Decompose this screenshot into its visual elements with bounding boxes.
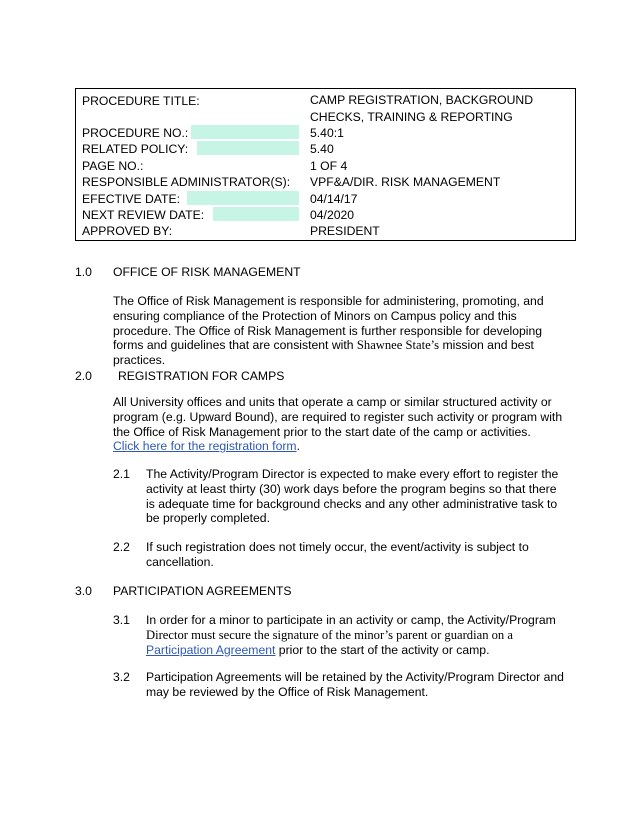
subsection-text: Participation Agreements will be retained by the Activity/Program Director and may be reviewed by the Office of Risk Management. <box>146 670 564 699</box>
procedure-header-table <box>75 88 576 241</box>
section-number: 3.0 <box>75 584 92 598</box>
page-no-value: 1 OF 4 <box>310 159 348 173</box>
subsection-number: 3.1 <box>113 613 130 627</box>
subsection-text-line3: prior to the start of the activity or camp. <box>275 642 490 657</box>
section-title: OFFICE OF RISK MANAGEMENT <box>113 265 301 279</box>
link-punctuation: . <box>296 439 300 454</box>
next-review-date-value: 04/2020 <box>310 208 355 222</box>
section-1-paragraph <box>113 294 568 368</box>
section-number: 2.0 <box>75 369 92 383</box>
procedure-title-line1: CAMP REGISTRATION, BACKGROUND <box>310 93 534 107</box>
related-policy-value: 5.40 <box>310 142 334 156</box>
highlight-related-policy <box>197 141 299 155</box>
approved-by-label: APPROVED BY: <box>82 224 173 238</box>
subsection-text: The Activity/Program Director is expected to make every effort to register the activity at least thirty (30) work days before the program begins so that there is adequate time for background checks and any other administrative task to be properly completed. <box>146 467 559 526</box>
participation-agreement-link[interactable]: Participation Agreement <box>146 642 276 657</box>
procedure-no-value: 5.40:1 <box>310 126 344 140</box>
section-2-paragraph <box>113 395 568 454</box>
page-no-label: PAGE NO.: <box>82 159 144 173</box>
approved-by-value: PRESIDENT <box>310 224 380 238</box>
procedure-no-label: PROCEDURE NO.: <box>82 126 189 140</box>
paragraph-text: All University offices and units that operate a camp or similar structured activity or program (e.g. Upward Bound), are required to register such activity or program with the Office of Risk Management prior to the start date of the camp or activities. <box>113 395 563 439</box>
related-policy-label: RELATED POLICY: <box>82 142 189 156</box>
procedure-title-line2: CHECKS, TRAINING & REPORTING <box>310 109 513 124</box>
subsection-text-line1: In order for a minor to participate in an activity or camp, the Activity/Program <box>146 613 556 627</box>
highlight-effective-date <box>187 191 299 205</box>
section-number: 1.0 <box>75 265 92 279</box>
procedure-title-label: PROCEDURE TITLE: <box>82 94 200 108</box>
registration-form-link[interactable]: Click here for the registration form <box>113 439 297 454</box>
effective-date-label: EFECTIVE DATE: <box>82 192 180 206</box>
section-title: PARTICIPATION AGREEMENTS <box>113 584 292 598</box>
paragraph-text: The Office of Risk Management is responsible for administering, promoting, and ensuring compliance of the Protection of Minors on Campus policy and this procedure. The Office of Risk Management is further responsible for developing forms and guidelines that are consistent with <box>113 294 544 353</box>
subsection-text <box>146 613 568 657</box>
responsible-admin-label: RESPONSIBLE ADMINISTRATOR(S): <box>82 175 291 189</box>
procedure-title-value <box>310 92 570 125</box>
section-title: REGISTRATION FOR CAMPS <box>118 369 285 383</box>
subsection-text: If such registration does not timely occur, the event/activity is subject to cancellation. <box>146 540 529 569</box>
highlight-next-review-date <box>213 207 299 221</box>
paragraph-text-end: mission and best practices. <box>113 338 534 368</box>
university-name: Shawnee State’s <box>356 338 440 353</box>
subsection-text-line2: Director must secure the signature of the minor’s parent or guardian on a <box>146 627 513 642</box>
effective-date-value: 04/14/17 <box>310 192 358 206</box>
responsible-admin-value: VPF&A/DIR. RISK MANAGEMENT <box>310 175 501 189</box>
subsection-number: 2.1 <box>113 467 130 481</box>
subsection-number: 2.2 <box>113 540 130 554</box>
next-review-date-label: NEXT REVIEW DATE: <box>82 208 205 222</box>
subsection-number: 3.2 <box>113 670 130 684</box>
highlight-procedure-no <box>191 125 299 139</box>
